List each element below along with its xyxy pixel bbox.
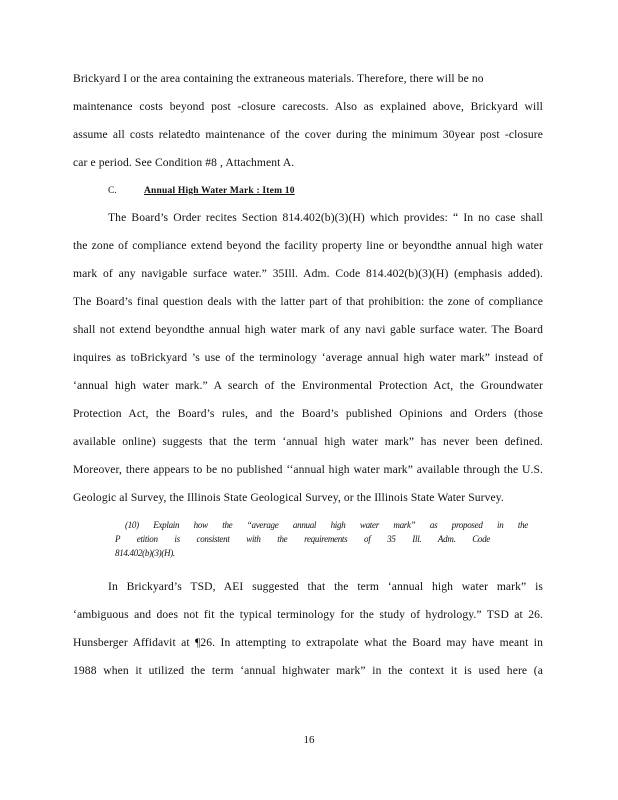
paragraph-bottom-line-3: Hunsberger Affidavit at ¶26. In attempting to extrapolate what the Board may have meant in: [73, 636, 543, 649]
section-heading-title: Annual High Water Mark : Item 10: [144, 186, 295, 196]
paragraph-top-line-3: assume all costs relatedto maintenance of the cover during the minimum 30year post -closure: [73, 128, 543, 141]
paragraph-board-line-2: the zone of compliance extend beyond the facility property line or beyondthe annual high water: [73, 239, 543, 252]
paragraph-board-line-5: shall not extend beyondthe annual high water mark of any navi gable surface water. The Board: [73, 323, 543, 336]
paragraph-bottom-line-2: ‘ambiguous and does not fit the typical terminology for the study of hydrology.” TSD at 26.: [73, 608, 543, 621]
paragraph-top-line-1: Brickyard I or the area containing the extraneous materials. Therefore, there will be no: [73, 72, 484, 85]
paragraph-board-line-9: available online) suggests that the term ‘annual high water mark” has never been defined.: [73, 435, 543, 448]
paragraph-bottom-line-1: In Brickyard’s TSD, AEI suggested that the term ‘annual high water mark” is: [108, 580, 543, 593]
question-line-3: 814.402(b)(3)(H).: [115, 548, 175, 558]
section-heading: [108, 185, 295, 197]
paragraph-board-line-1: The Board’s Order recites Section 814.402(b)(3)(H) which provides: “ In no case shall: [108, 211, 543, 224]
paragraph-board-line-3: mark of any navigable surface water.” 35Ill. Adm. Code 814.402(b)(3)(H) (emphasis added).: [73, 267, 543, 280]
paragraph-bottom-line-4: 1988 when it utilized the term ‘annual highwater mark” in the context it is used here (a: [73, 664, 543, 677]
section-heading-letter: C.: [108, 186, 117, 196]
paragraph-board-line-7: ‘annual high water mark.” A search of the Environmental Protection Act, the Groundwater: [73, 379, 543, 392]
paragraph-board-line-8: Protection Act, the Board’s rules, and the Board’s published Opinions and Orders (those: [73, 407, 543, 420]
question-line-1: (10) Explain how the “average annual high water mark” as proposed in the: [125, 520, 528, 530]
paragraph-top-line-4: car e period. See Condition #8 , Attachment A.: [73, 156, 295, 169]
paragraph-board-line-10: Moreover, there appears to be no published ‘‘annual high water mark” available through the U.S.: [73, 463, 543, 476]
paragraph-board-line-4: The Board’s final question deals with the latter part of that prohibition: the zone of compliance: [73, 295, 543, 308]
paragraph-top-line-2: maintenance costs beyond post -closure carecosts. Also as explained above, Brickyard will: [73, 100, 543, 113]
question-line-2: P etition is consistent with the requirements of 35 Ill. Adm. Code: [115, 534, 490, 544]
paragraph-board-line-6: inquires as toBrickyard ’s use of the terminology ‘average annual high water mark” instead of: [73, 351, 543, 364]
paragraph-board-line-11: Geologic al Survey, the Illinois State Geological Survey, or the Illinois State Water Survey.: [73, 491, 504, 504]
page-number: 16: [303, 734, 315, 746]
